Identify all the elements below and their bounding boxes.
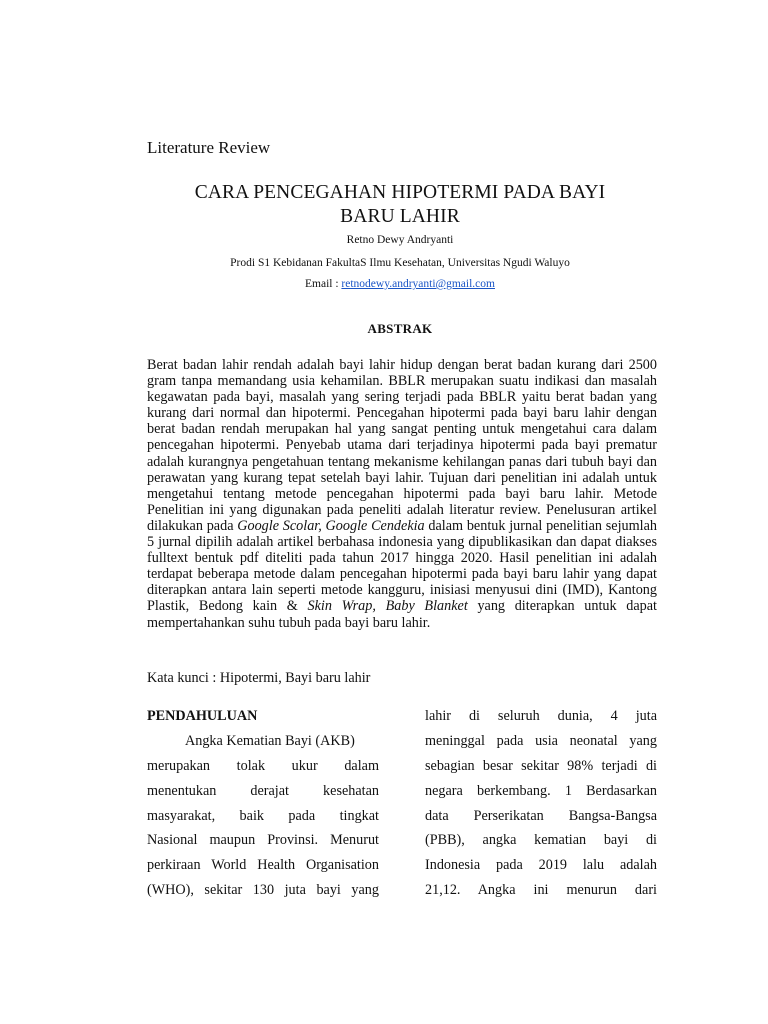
abstract-part-3: yang diterapkan untuk dapat mempertahankan suhu tubuh pada bayi baru lahir. [147,598,657,631]
body-line: data Perserikatan Bangsa-Bangsa [425,807,657,824]
section-heading: PENDAHULUAN [147,708,258,724]
keywords: Kata kunci : Hipotermi, Bayi baru lahir [147,670,371,686]
body-line: 21,12. Angka ini menurun dari [425,882,657,899]
email-label: Email : [305,278,342,290]
author-name: Retno Dewy Andryanti [346,234,454,246]
author-email-line [150,278,650,290]
body-line: perkiraan World Health Organisation [147,857,379,874]
body-line: Indonesia pada 2019 lalu adalah [425,857,657,874]
right-column [425,704,657,903]
abstract-part-1: Berat badan lahir rendah adalah bayi lahir hidup dengan berat badan kurang dari 2500 gram tanpa memandang usia kehamilan. BBLR merupakan suatu indikasi dan masalah kegawatan pada bayi, masalah yang sering terjadi pada BBLR yaitu berat badan yang kurang dari normal dan hipotermi. Pencegahan hipotermi pada bayi baru lahir dengan berat badan rendah merupakan hal yang sangat penting untuk mengetahui cara dalam pencegahan hipotermi. Penyebab utama dari terjadinya hipotermi pada bayi prematur adalah kurangnya pengetahuan tentang mekanisme kehilangan panas dari tubuh bayi dan perawatan yang kurang tepat setelah bayi lahir. Tujuan dari penelitian ini adalah untuk mengetahui tentang metode pencegahan hipotermi pada bayi baru lahir. Metode Penelitian ini yang digunakan pada peneliti adalah literatur review. Penelusuran artikel dilakukan pada [147,357,657,534]
abstract-italic-2: Skin Wrap, Baby Blanket [307,598,468,615]
author-affiliation: Prodi S1 Kebidanan FakultaS Ilmu Kesehatan, Universitas Ngudi Waluyo [230,257,570,269]
body-line: lahir di seluruh dunia, 4 juta [425,708,657,724]
body-line: merupakan tolak ukur dalam [147,757,379,774]
article-type-label: Literature Review [147,138,271,157]
title-line-1: CARA PENCEGAHAN HIPOTERMI PADA BAYI [194,182,606,203]
body-line: (PBB), angka kematian bayi di [425,832,657,849]
body-line: meninggal pada usia neonatal yang [425,732,657,749]
left-column [147,704,379,903]
body-line: (WHO), sekitar 130 juta bayi yang [147,882,379,899]
body-line: negara berkembang. 1 Berdasarkan [425,782,657,799]
body-line: Nasional maupun Provinsi. Menurut [147,832,379,849]
email-link[interactable]: retnodewy.andryanti@gmail.com [341,278,495,290]
paper-title [150,181,650,229]
abstract-italic-1: Google Scolar, Google Cendekia [237,517,425,534]
abstract-part-2: dalam bentuk jurnal penelitian sejumlah 5 jurnal dipilih adalah artikel berbahasa indonesia yang dipublikasikan dan dapat diakses fulltext bentuk pdf diteliti pada tahun 2017 hingga 2020. Hasil penelitian ini adalah terdapat beberapa metode dalam pencegahan hipotermi pada bayi baru lahir yang dapat diterapkan antara lain seperti metode kangguru, inisiasi menyusui dini (IMD), Kantong Plastik, Bedong kain & [147,517,657,615]
body-line: masyarakat, baik pada tingkat [147,807,379,824]
body-line: sebagian besar sekitar 98% terjadi di [425,757,657,774]
abstract-text [147,357,657,631]
body-line: Angka Kematian Bayi (AKB) [185,732,355,749]
abstract-heading: ABSTRAK [367,321,433,336]
body-line: menentukan derajat kesehatan [147,782,379,799]
title-line-2: BARU LAHIR [340,206,460,227]
